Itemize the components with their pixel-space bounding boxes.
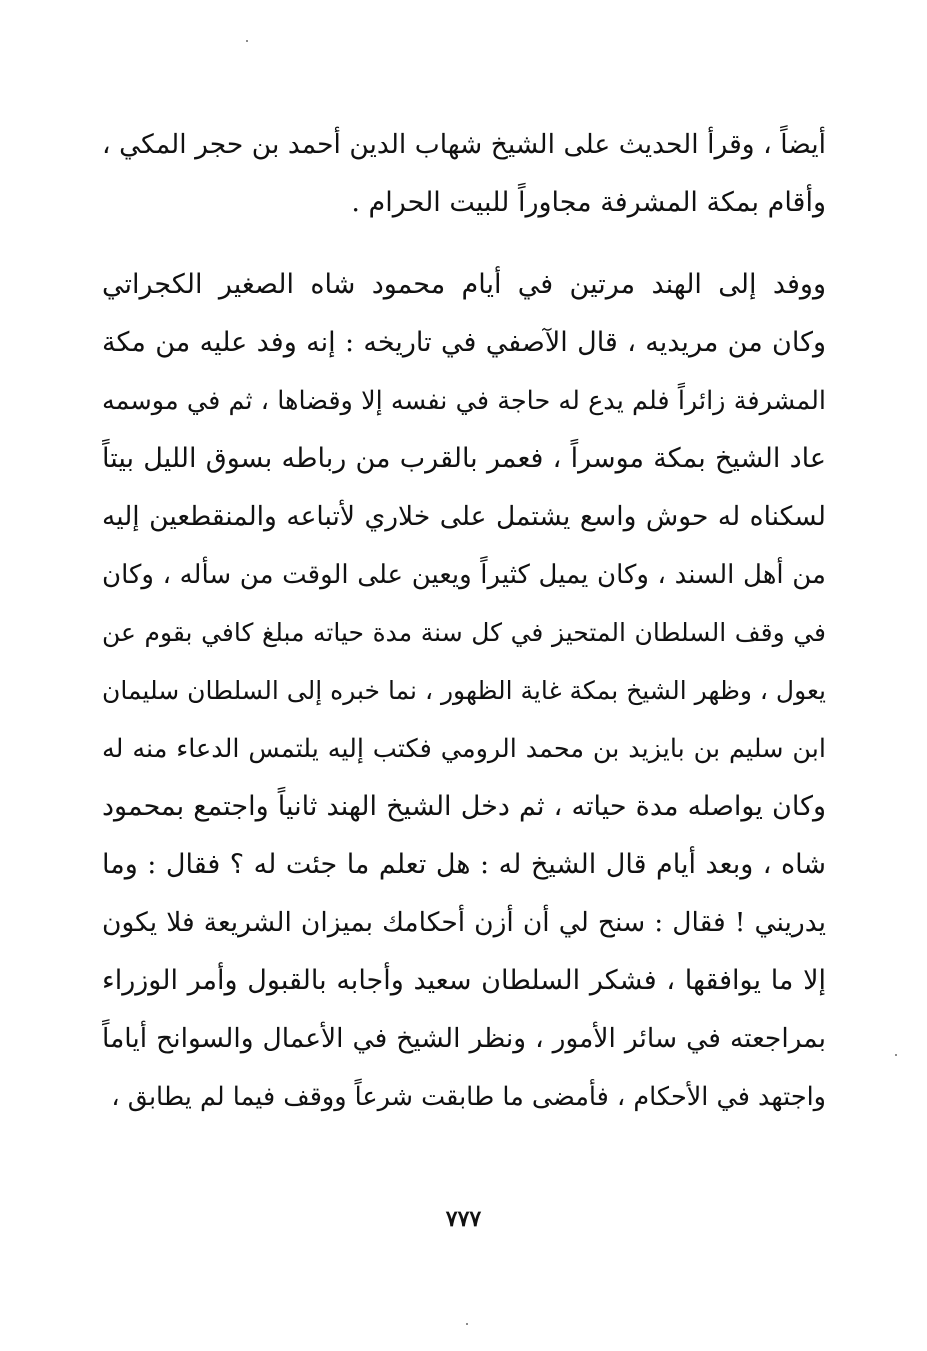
text-line: واجتهد في الأحكام ، فأمضى ما طابقت شرعاً ووقف فيما لم يطابق ، [111,1082,826,1112]
scan-speck [246,40,248,42]
text-line: من أهل السند ، وكان يميل كثيراً ويعين على الوقت من سأله ، وكان [102,560,826,590]
scan-speck [466,1323,468,1325]
text-line: أيضاً ، وقرأ الحديث على الشيخ شهاب الدين أحمد بن حجر المكي ، [102,129,826,160]
text-line: يدريني ! فقال : سنح لي أن أزن أحكامك بميزان الشريعة فلا يكون [102,907,826,938]
text-line: ووفد إلى الهند مرتين في أيام محمود شاه الصغير الكجراتي [102,269,826,300]
text-line: في وقف السلطان المتحيز في كل سنة مدة حياته مبلغ كافي بقوم عن [102,618,826,647]
scan-speck [895,1054,897,1056]
paragraph-1 [102,116,826,232]
text-line: وأقام بمكة المشرفة مجاوراً للبيت الحرام . [351,187,826,218]
text-line: عاد الشيخ بمكة موسراً ، فعمر بالقرب من رباطه بسوق الليل بيتاً [102,443,826,474]
page-number: ٧٧٧ [445,1206,482,1232]
text-line: إلا ما يوافقها ، فشكر السلطان سعيد وأجابه بالقبول وأمر الوزراء [102,965,826,996]
text-line: وكان يواصله مدة حياته ، ثم دخل الشيخ الهند ثانياً واجتمع بمحمود [102,791,826,822]
text-line: شاه ، وبعد أيام قال الشيخ له : هل تعلم ما جئت له ؟ فقال : وما [102,849,826,880]
text-line: وكان من مريديه ، قال الآصفي في تاريخه : إنه وفد عليه من مكة [102,327,826,358]
text-line: بمراجعته في سائر الأمور ، ونظر الشيخ في الأعمال والسوانح أياماً [102,1023,826,1054]
text-line: ابن سليم بن بايزيد بن محمد الرومي فكتب إليه يلتمس الدعاء منه له [102,734,826,764]
paragraph-2 [102,256,826,1126]
text-line: يعول ، وظهر الشيخ بمكة غاية الظهور ، نما خبره إلى السلطان سليمان [102,676,826,705]
text-line: المشرفة زائراً فلم يدع له حاجة في نفسه إلا وقضاها ، ثم في موسمه [102,386,826,416]
text-line: لسكناه له حوش واسع يشتمل على خلاري لأتباعه والمنقطعين إليه [102,501,826,532]
